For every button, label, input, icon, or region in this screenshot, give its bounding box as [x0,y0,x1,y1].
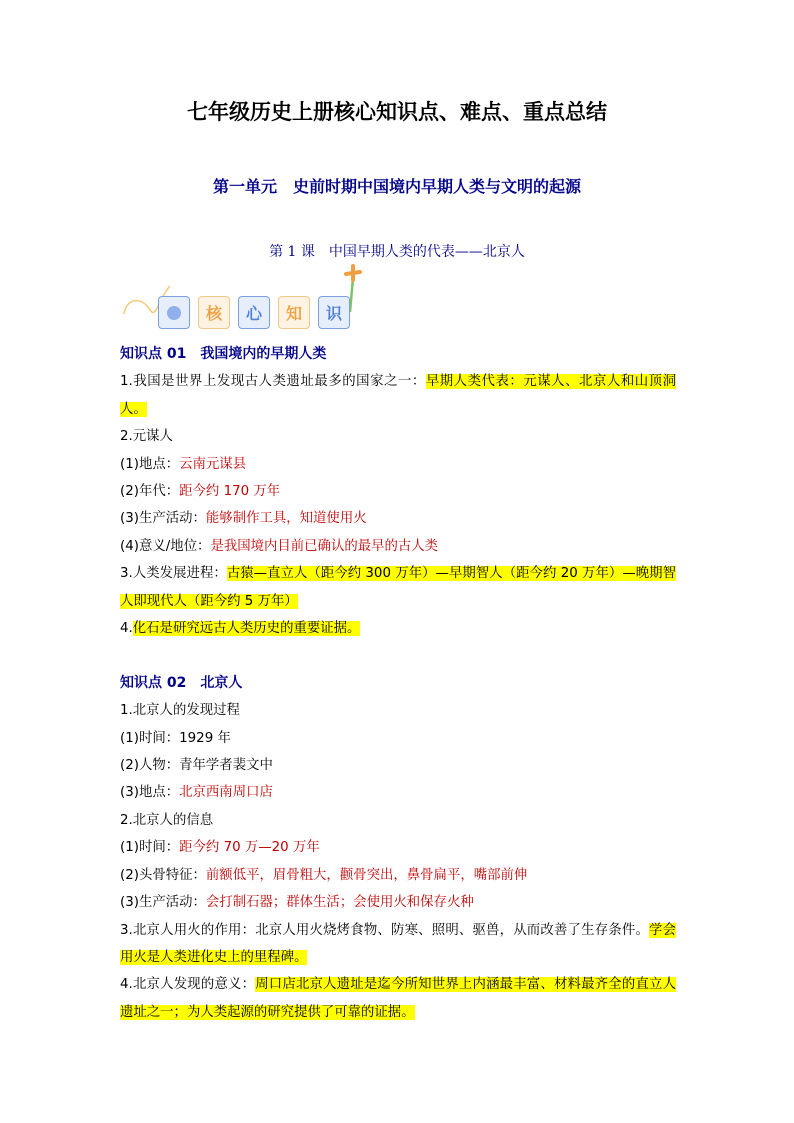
paragraph [120,533,676,560]
unit-heading: 第一单元 史前时期中国境内早期人类与文明的起源 [212,177,581,196]
lesson-heading: 第 1 课 中国早期人类的代表——北京人 [269,244,525,260]
paragraph [120,615,676,642]
paragraph: (2)人物：青年学者裴文中 [120,758,273,774]
paragraph [120,971,676,1026]
emphasis-text: 是我国境内目前已确认的最早的古人类 [210,538,439,554]
label: (2)头骨特征： [120,867,206,883]
core-knowledge-banner [120,296,380,336]
badge-char: 识 [318,296,350,329]
highlighted-text: 早期人类代表：元谋人、北京人和山顶洞人。 [120,374,677,417]
highlighted-text: 化石是研究远古人类历史的重要证据。 [132,621,361,637]
emphasis-text: 距今约 70 万—20 万年 [179,840,320,856]
knowledge-point-heading: 知识点 01 我国境内的早期人类 [120,346,327,362]
highlighted-text: 周口店北京人遗址是迄今所知世界上内涵最丰富、材料最齐全的直立人遗址之一；为人类起源的研究提供了可靠的证据。 [120,977,677,1020]
badge-dot [158,296,190,329]
emphasis-text: 距今约 170 万年 [179,484,281,500]
paragraph [120,505,676,532]
text: 4. [120,621,133,637]
knowledge-point-heading: 知识点 02 北京人 [120,674,243,691]
document-title: 七年级历史上册核心知识点、难点、重点总结 [187,99,607,124]
paragraph [120,779,676,806]
paragraph [120,917,676,972]
paragraph [120,889,676,916]
paragraph [120,478,676,505]
badge-char: 心 [238,296,270,329]
paragraph: (1)时间：1929 年 [120,730,231,746]
emphasis-text: 北京西南周口店 [179,785,273,801]
label: (3)生产活动： [120,511,206,527]
badge-char: 知 [278,296,310,329]
paragraph: 1.北京人的发现过程 [120,703,240,719]
text: 1.我国是世界上发现古人类遗址最多的国家之一： [120,374,426,390]
emphasis-text: 前额低平，眉骨粗大，颧骨突出，鼻骨扁平，嘴部前伸 [205,867,528,883]
paragraph [120,368,676,423]
label: (3)生产活动： [120,895,206,911]
label: (2)年代： [120,484,180,500]
paragraph: 2.北京人的信息 [120,812,214,828]
label: (1)时间： [120,840,180,856]
label: (4)意义/地位： [120,538,211,554]
highlighted-text: 古猿—直立人（距今约 300 万年）—早期智人（距今约 20 万年）—晚期智人即现代人（距今约 5 万年） [120,566,677,609]
label: (1)地点： [120,456,180,472]
paragraph [120,834,676,861]
document-body [120,341,676,1026]
paragraph: 2.元谋人 [120,429,173,445]
text: 3.北京人用火的作用：北京人用火烧烤食物、防寒、照明、驱兽，从而改善了生存条件。 [120,922,650,938]
paragraph [120,560,676,615]
label: (3)地点： [120,785,180,801]
paragraph [120,451,676,478]
emphasis-text: 会打制石器；群体生活；会使用火和保存火种 [205,895,474,911]
paragraph [120,862,676,889]
emphasis-text: 云南元谋县 [179,456,247,472]
highlighted-text: 学会用火是人类进化史上的里程碑。 [120,922,677,965]
badge-char: 核 [198,296,230,329]
emphasis-text: 能够制作工具，知道使用火 [205,511,367,527]
circle-icon [167,306,181,320]
text: 3.人类发展进程： [120,566,227,582]
text: 4.北京人发现的意义： [120,977,256,993]
